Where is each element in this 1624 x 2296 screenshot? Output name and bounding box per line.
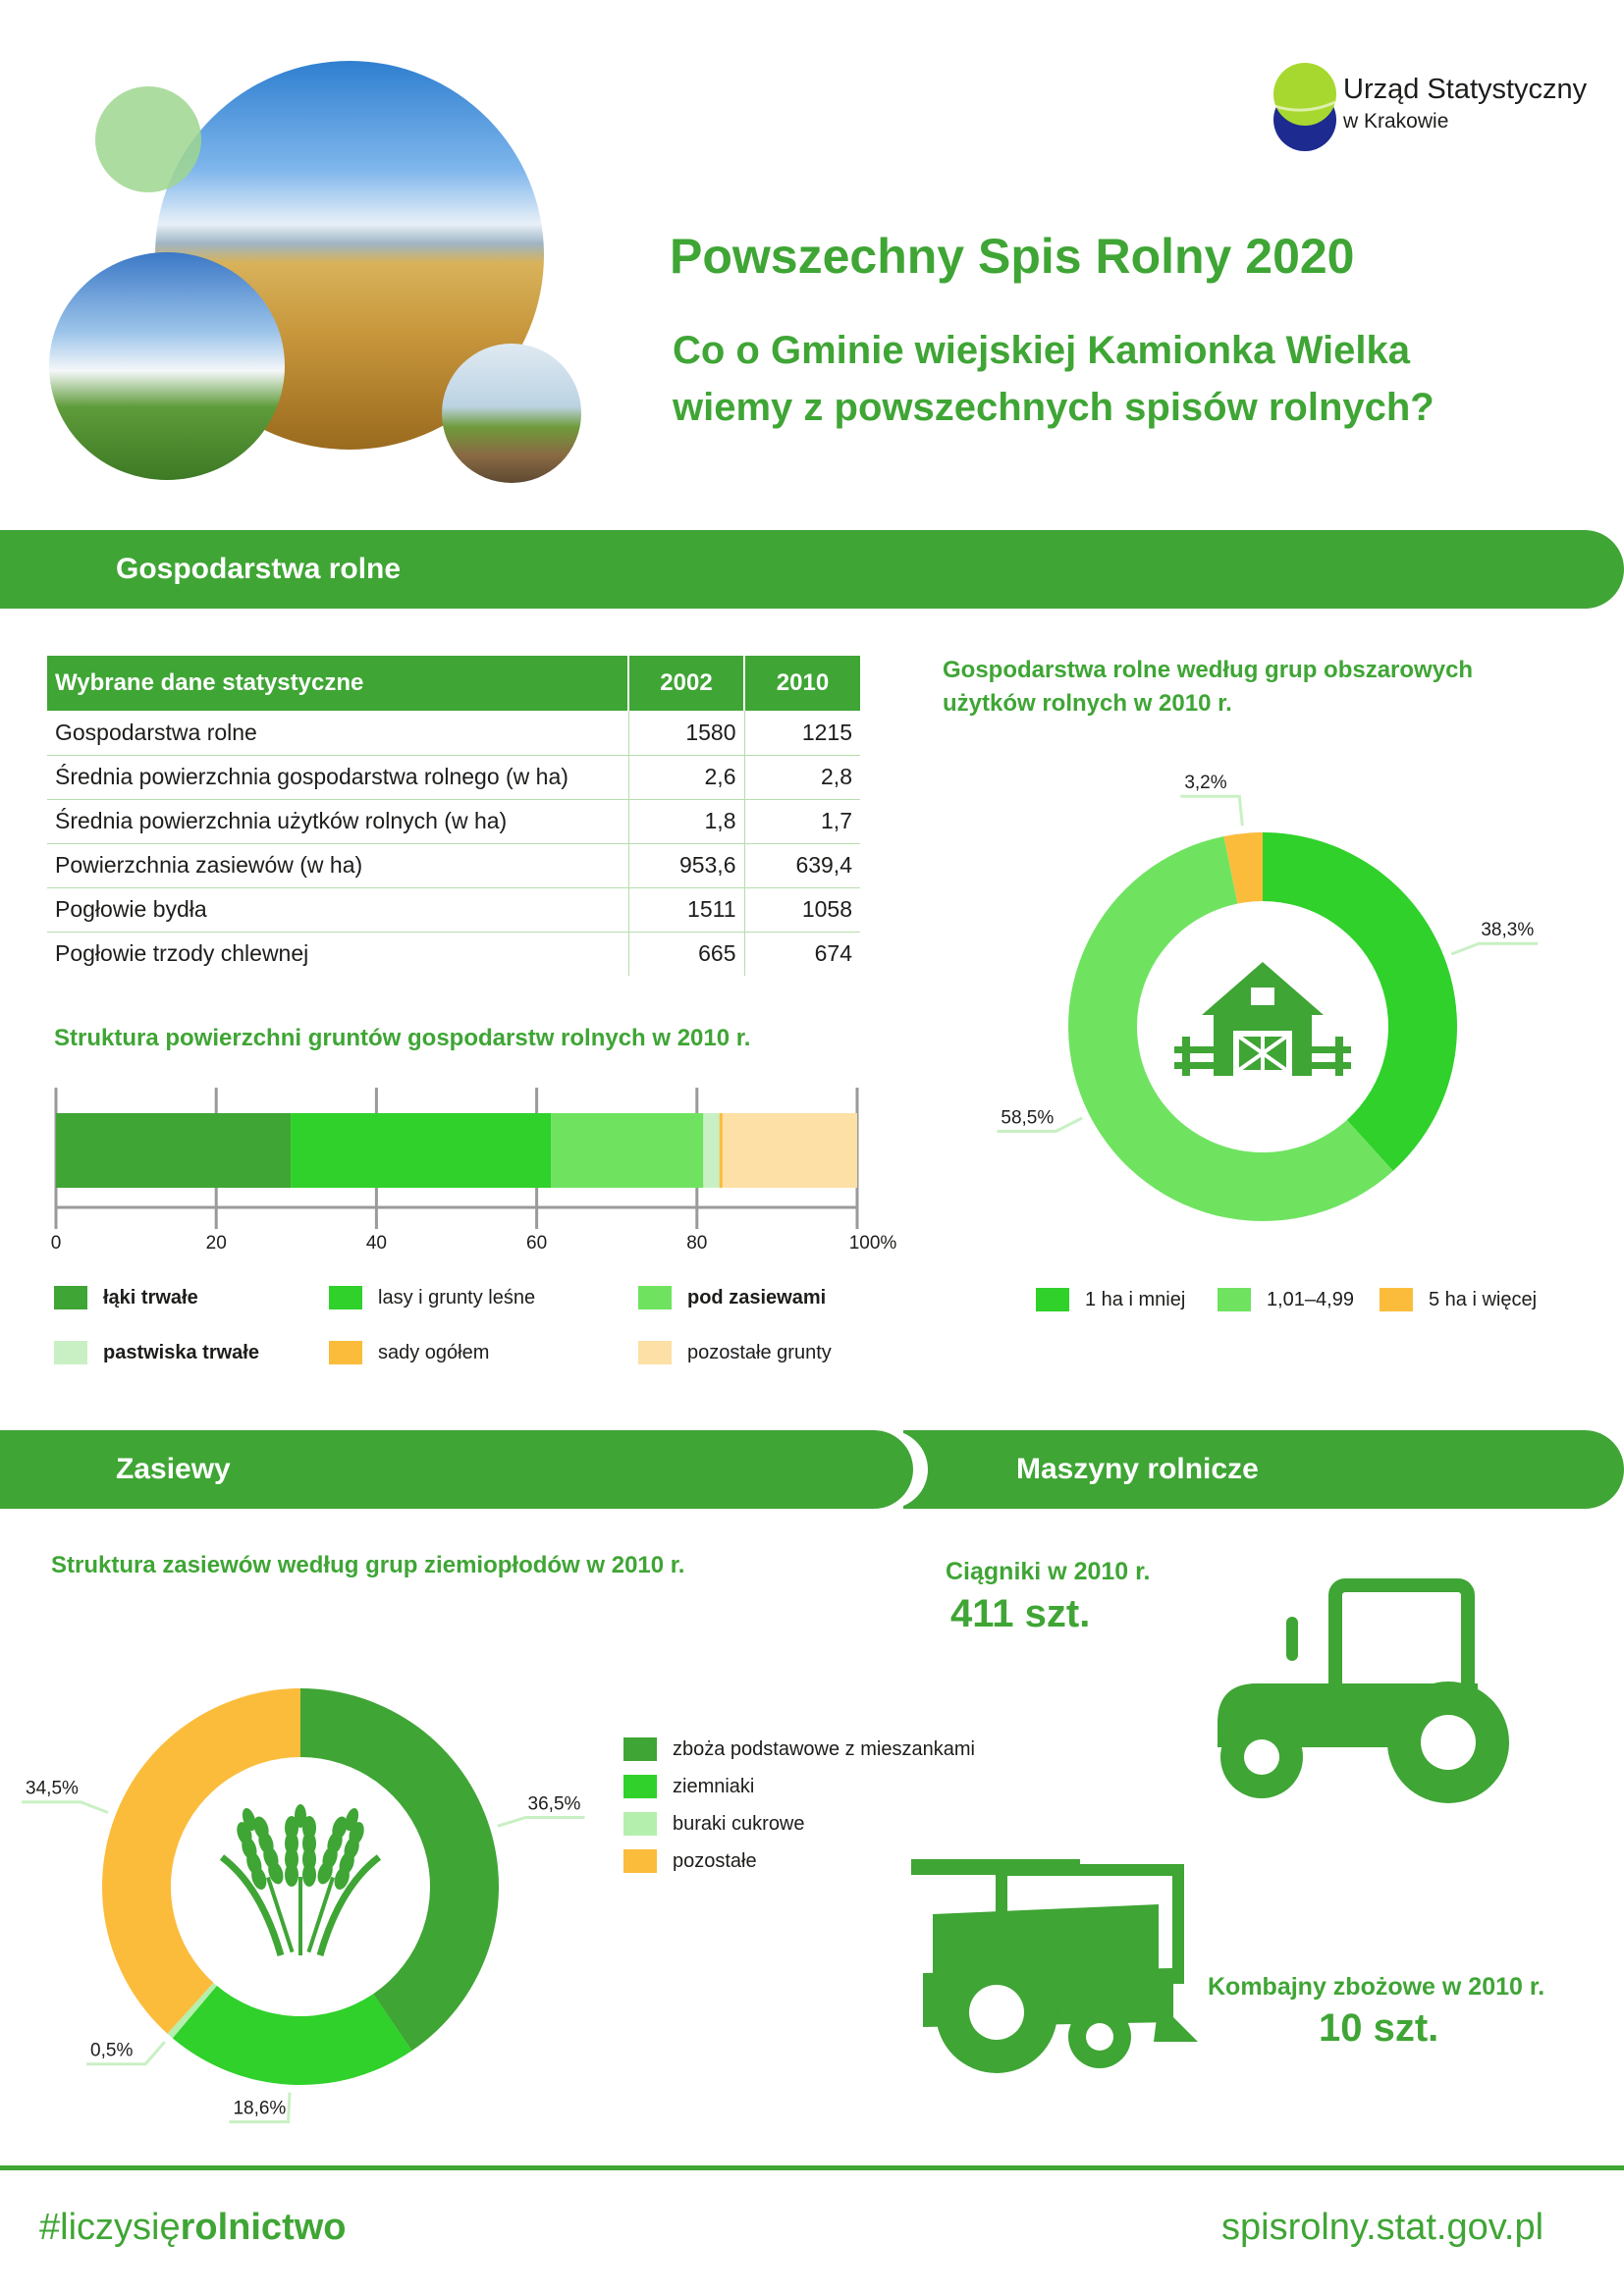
legend-label: pozostałe grunty <box>687 1341 832 1363</box>
farm-size-title: Gospodarstwa rolne według grup obszarowych użytków rolnych w 2010 r. <box>943 657 1474 717</box>
row-value-2002: 953,6 <box>628 843 744 887</box>
cows-photo <box>49 252 285 480</box>
legend-item <box>329 1341 489 1364</box>
row-value-2002: 1580 <box>628 711 744 755</box>
tick-label: 100% <box>848 1233 897 1254</box>
tick-label: 20 <box>205 1233 227 1254</box>
legend-label: lasy i grunty leśne <box>378 1286 536 1308</box>
table-row <box>47 755 860 799</box>
section-banner-farms <box>0 530 1624 609</box>
section-title-farms: Gospodarstwa rolne <box>116 553 402 585</box>
tick-label: 80 <box>686 1233 708 1254</box>
legend-swatch <box>623 1812 657 1836</box>
combine-harvester-icon <box>903 1845 1237 2081</box>
legend-item <box>638 1341 832 1364</box>
stats-table-header <box>47 656 860 711</box>
data-label: 0,5% <box>90 2040 134 2061</box>
land-structure-title: Struktura powierzchni gruntów gospodarstw rolnych w 2010 r. <box>54 1025 751 1051</box>
legend-item <box>54 1286 198 1309</box>
data-label: 38,3% <box>1481 920 1535 941</box>
hashtag-part-b: rolnictwo <box>180 2207 347 2248</box>
legend-item <box>623 1775 754 1798</box>
crop-structure-title: Struktura zasiewów według grup ziemiopłodów w 2010 r. <box>51 1552 685 1578</box>
leader-line <box>22 1802 108 1813</box>
farm-size-donut-chart <box>962 746 1591 1237</box>
stats-table <box>47 656 860 976</box>
row-label: Powierzchnia zasiewów (w ha) <box>47 843 628 887</box>
row-label: Pogłowie trzody chlewnej <box>55 940 309 967</box>
row-value-2010: 639,4 <box>744 843 860 887</box>
row-label: Średnia powierzchnia gospodarstwa rolnego (w ha) <box>47 755 628 799</box>
logo-icon <box>1265 59 1345 157</box>
row-value-2010: 674 <box>744 932 860 976</box>
tractors-label: Ciągniki w 2010 r. <box>946 1558 1151 1585</box>
data-label: 36,5% <box>527 1793 581 1815</box>
legend-label: sady ogółem <box>378 1341 490 1363</box>
footer-divider <box>0 2165 1624 2170</box>
table-row <box>47 843 860 887</box>
row-value-2010: 1,7 <box>744 799 860 843</box>
row-value-2002: 665 <box>628 932 744 976</box>
row-value-2002: 1,8 <box>628 799 744 843</box>
year-2010-header: 2010 <box>744 656 860 711</box>
bar-segment <box>723 1113 857 1188</box>
legend-label: ziemniaki <box>673 1775 755 1797</box>
legend-swatch <box>1036 1288 1069 1311</box>
legend-label: pod zasiewami <box>687 1286 827 1308</box>
legend-label: 1 ha i mniej <box>1085 1288 1186 1310</box>
tractor-photo <box>442 344 581 483</box>
bar-segment <box>703 1113 719 1188</box>
page-subtitle-line2: wiemy z powszechnych spisów rolnych? <box>673 386 1435 429</box>
data-label: 58,5% <box>1001 1107 1055 1129</box>
legend-item <box>623 1812 805 1836</box>
footer-url[interactable]: spisrolny.stat.gov.pl <box>1221 2207 1544 2248</box>
combines-value: 10 szt. <box>1319 2006 1439 2050</box>
legend-item <box>638 1286 826 1309</box>
row-value-2002: 2,6 <box>628 755 744 799</box>
section-title-crops: Zasiewy <box>116 1453 231 1485</box>
combines-label: Kombajny zbożowe w 2010 r. <box>1208 1973 1545 2001</box>
stats-table-title: Wybrane dane statystyczne <box>47 656 628 711</box>
legend-item <box>1036 1288 1185 1311</box>
legend-item <box>623 1737 975 1761</box>
row-label: Średnia powierzchnia użytków rolnych (w ha) <box>47 799 628 843</box>
table-row <box>47 711 860 755</box>
footer-hashtag <box>39 2207 347 2249</box>
page-subtitle-line1: Co o Gminie wiejskiej Kamionka Wielka <box>673 329 1410 372</box>
table-row <box>47 887 860 932</box>
section-banner-crops <box>0 1430 913 1509</box>
bar-segment <box>56 1113 291 1188</box>
page-title: Powszechny Spis Rolny 2020 <box>670 229 1355 284</box>
legend-item <box>54 1341 259 1364</box>
data-label: 3,2% <box>1184 773 1227 794</box>
logo <box>1265 59 1588 157</box>
row-value-2002: 1511 <box>628 887 744 932</box>
tractors-value: 411 szt. <box>950 1592 1091 1635</box>
leader-line <box>498 1818 585 1827</box>
legend-label: buraki cukrowe <box>673 1812 805 1835</box>
legend-label: pastwiska trwałe <box>103 1341 259 1363</box>
tick-label: 60 <box>526 1233 548 1254</box>
row-value-2010: 1058 <box>744 887 860 932</box>
tick-label: 0 <box>50 1233 62 1254</box>
row-label: Gospodarstwa rolne <box>47 711 628 755</box>
year-2002-header: 2002 <box>628 656 744 711</box>
leader-line <box>1451 943 1538 954</box>
legend-label: zboża podstawowe z mieszankami <box>673 1737 975 1760</box>
legend-item <box>1380 1288 1537 1311</box>
section-banner-machines <box>903 1430 1624 1509</box>
section-title-machines: Maszyny rolnicze <box>1016 1453 1259 1485</box>
bar-segment <box>291 1113 551 1188</box>
pie-slice <box>173 1986 412 2085</box>
data-label: 18,6% <box>233 2098 287 2119</box>
table-row <box>47 799 860 843</box>
legend-label: 5 ha i więcej <box>1429 1288 1538 1310</box>
legend-swatch <box>623 1849 657 1873</box>
row-value-2010: 1215 <box>744 711 860 755</box>
legend-swatch <box>1218 1288 1251 1311</box>
legend-swatch <box>623 1775 657 1798</box>
land-structure-chart <box>39 1080 903 1276</box>
row-label: Pogłowie bydła <box>47 887 628 932</box>
hashtag-part-a: #liczysię <box>39 2207 181 2248</box>
tick-label: 40 <box>365 1233 387 1254</box>
legend-item <box>329 1286 535 1309</box>
row-value-2010: 2,8 <box>744 755 860 799</box>
legend-swatch <box>638 1286 672 1309</box>
wheat-icon <box>222 1803 379 1956</box>
table-row <box>47 932 860 976</box>
data-label: 34,5% <box>26 1778 79 1799</box>
legend-swatch <box>329 1286 362 1309</box>
bar-segment <box>551 1113 703 1188</box>
legend-swatch <box>638 1341 672 1364</box>
legend-item <box>623 1849 757 1873</box>
photo-accent-circle <box>95 86 201 192</box>
legend-item <box>1218 1288 1354 1311</box>
legend-swatch <box>1380 1288 1413 1311</box>
legend-swatch <box>329 1341 362 1364</box>
legend-label: łąki trwałe <box>103 1286 198 1308</box>
tractor-icon <box>1208 1575 1522 1811</box>
legend-swatch <box>54 1286 87 1309</box>
crop-structure-donut-chart <box>20 1669 609 2119</box>
legend-label: pozostałe <box>673 1849 757 1872</box>
logo-name: Urząd Statystyczny <box>1343 74 1588 105</box>
logo-sub: w Krakowie <box>1343 110 1449 133</box>
barn-icon <box>1174 962 1351 1076</box>
legend-swatch <box>623 1737 657 1761</box>
legend-swatch <box>54 1341 87 1364</box>
legend-label: 1,01–4,99 <box>1267 1288 1354 1310</box>
bar-segment <box>720 1113 723 1188</box>
leader-line <box>1180 796 1242 826</box>
